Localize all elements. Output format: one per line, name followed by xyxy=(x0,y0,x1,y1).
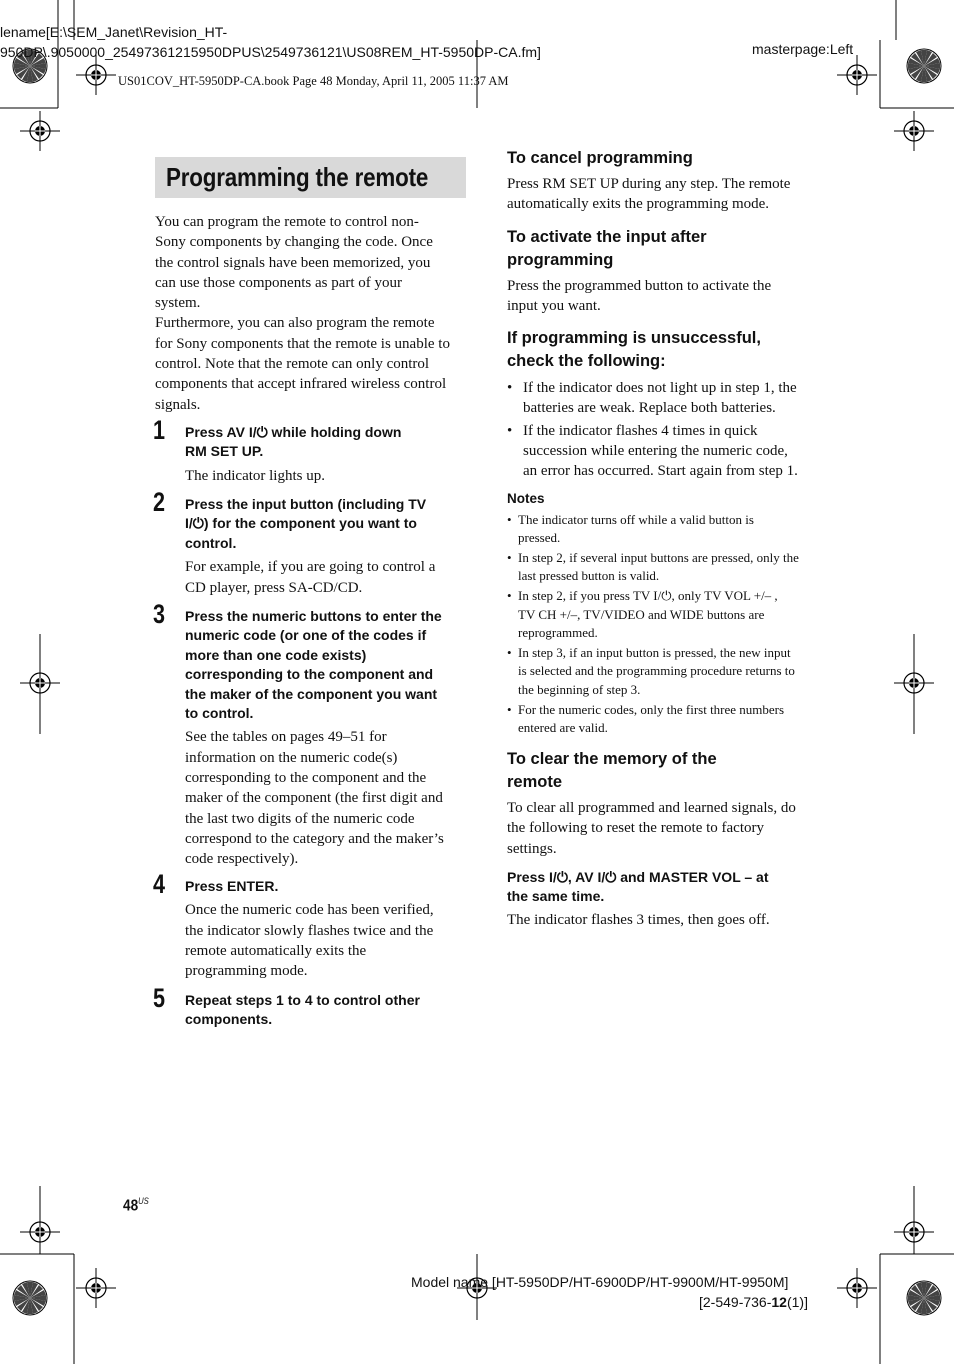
note-item: • For the numeric codes, only the first three numbers entered are valid. xyxy=(507,701,785,735)
header-masterpage: masterpage:Left xyxy=(752,41,854,57)
step-4-number: 4 xyxy=(153,869,166,899)
bullet: • xyxy=(507,701,512,717)
step-3-number: 3 xyxy=(153,599,166,629)
note-item: • In step 2, if you press TV I/⏻, only TV VOL +/– , TV CH +/–, TV/VIDEO and WIDE buttons are reprogrammed. xyxy=(507,588,778,640)
step-1-heading: Press AV I/⏻ while holding down RM SET UP. xyxy=(185,424,402,460)
list-item: • If the indicator flashes 4 times in quick succession while entering the numeric code, an error has occurred. Start again from step 1. xyxy=(507,422,798,480)
unsuccessful-list xyxy=(507,378,827,481)
registration-star-top-right xyxy=(907,49,941,83)
step-1-body: The indicator lights up. xyxy=(185,467,325,484)
clear-heading: To clear the memory of the remote xyxy=(507,750,717,792)
bullet: • xyxy=(507,550,512,566)
activate-body: Press the programmed button to activate the input you want. xyxy=(507,277,772,314)
cancel-body: Press RM SET UP during any step. The remote automatically exits the programming mode. xyxy=(507,176,791,213)
intro-para2: Furthermore, you can also program the remote for Sony components that the remote is unable to control. Note that the remote can only control components that accept infrared wireless control signals. xyxy=(155,315,450,413)
page-number-suffix: US xyxy=(138,1196,149,1206)
step-4-heading: Press ENTER. xyxy=(185,878,279,894)
step-1-number: 1 xyxy=(153,415,166,445)
bullet: • xyxy=(507,645,512,661)
step-1 xyxy=(185,423,470,486)
header-filename-line2: 950DP\.9050000_25497361215950DPUS\2549736121\US08REM_HT-5950DP-CA.fm] xyxy=(0,44,541,60)
step-3-heading: Press the numeric buttons to enter the numeric code (or one of the codes if more than one code exists) corresponding to the component and the maker of the component you want to control. xyxy=(185,608,442,722)
registration-star-bottom-left xyxy=(13,1281,47,1315)
bullet: • xyxy=(507,588,512,604)
right-column xyxy=(507,147,827,930)
notes-heading: Notes xyxy=(507,490,545,506)
note-item: • In step 2, if several input buttons are pressed, only the last pressed button is valid. xyxy=(507,550,799,584)
cancel-heading: To cancel programming xyxy=(507,149,693,167)
step-2-number: 2 xyxy=(153,487,166,517)
intro xyxy=(155,212,475,415)
step-4 xyxy=(185,877,470,982)
page-title: Programming the remote xyxy=(166,162,429,192)
step-5 xyxy=(185,991,470,1030)
footer-part-number: [2-549-736-12(1)] xyxy=(699,1294,808,1310)
step-3 xyxy=(185,607,470,870)
bullet: • xyxy=(507,422,513,439)
clear-body: To clear all programmed and learned signals, do the following to reset the remote to factory settings. xyxy=(507,800,796,857)
page-number: $48^{US}$ xyxy=(123,1196,149,1215)
note-item: • The indicator turns off while a valid button is pressed. xyxy=(507,511,754,545)
bullet: • xyxy=(507,511,512,527)
note-item: • In step 3, if an input button is pressed, the new input is selected and the programming procedure returns to the beginning of step 3. xyxy=(507,645,795,697)
clear-instruction: Press I/⏻, AV I/⏻ and MASTER VOL – at the same time. xyxy=(507,869,769,905)
step-2 xyxy=(185,495,470,598)
step-4-body: Once the numeric code has been verified, the indicator slowly flashes twice and the remote automatically exits the programming mode. xyxy=(185,902,434,980)
bullet: • xyxy=(507,380,513,397)
notes-list xyxy=(507,511,827,737)
clear-result: The indicator flashes 3 times, then goes off. xyxy=(507,911,770,928)
footer-model-line: Model name [HT-5950DP/HT-6900DP/HT-9900M/HT-9950M] xyxy=(411,1274,789,1290)
step-5-heading: Repeat steps 1 to 4 to control other components. xyxy=(185,992,420,1028)
left-column xyxy=(155,212,475,415)
page-title-box xyxy=(155,157,466,198)
unsuccessful-heading: If programming is unsuccessful, check the following: xyxy=(507,329,761,371)
header-book-line: US01COV_HT-5950DP-CA.book Page 48 Monday, April 11, 2005 11:37 AM xyxy=(118,74,509,88)
list-item: • If the indicator does not light up in step 1, the batteries are weak. Replace both batteries. xyxy=(507,380,797,417)
step-2-body: For example, if you are going to control a CD player, press SA-CD/CD. xyxy=(185,559,436,596)
step-2-heading: Press the input button (including TV I/⏻) for the component you want to control. xyxy=(185,496,427,551)
step-3-body: See the tables on pages 49–51 for information on the numeric code(s) corresponding to the component and the maker of the component (the first digit and the last two digits of the numeric code correspond to the category and the maker’s code respectively). xyxy=(185,729,444,868)
registration-star-bottom-right xyxy=(907,1281,941,1315)
intro-para1: You can program the remote to control non- Sony components by changing the code. Once the control signals have been memorized, you can use those components as part of your system. xyxy=(155,214,433,312)
header-filename-line1: lename[E:\SEM_Janet\Revision_HT- xyxy=(0,24,228,40)
activate-heading: To activate the input after programming xyxy=(507,227,707,269)
step-5-number: 5 xyxy=(153,983,166,1013)
